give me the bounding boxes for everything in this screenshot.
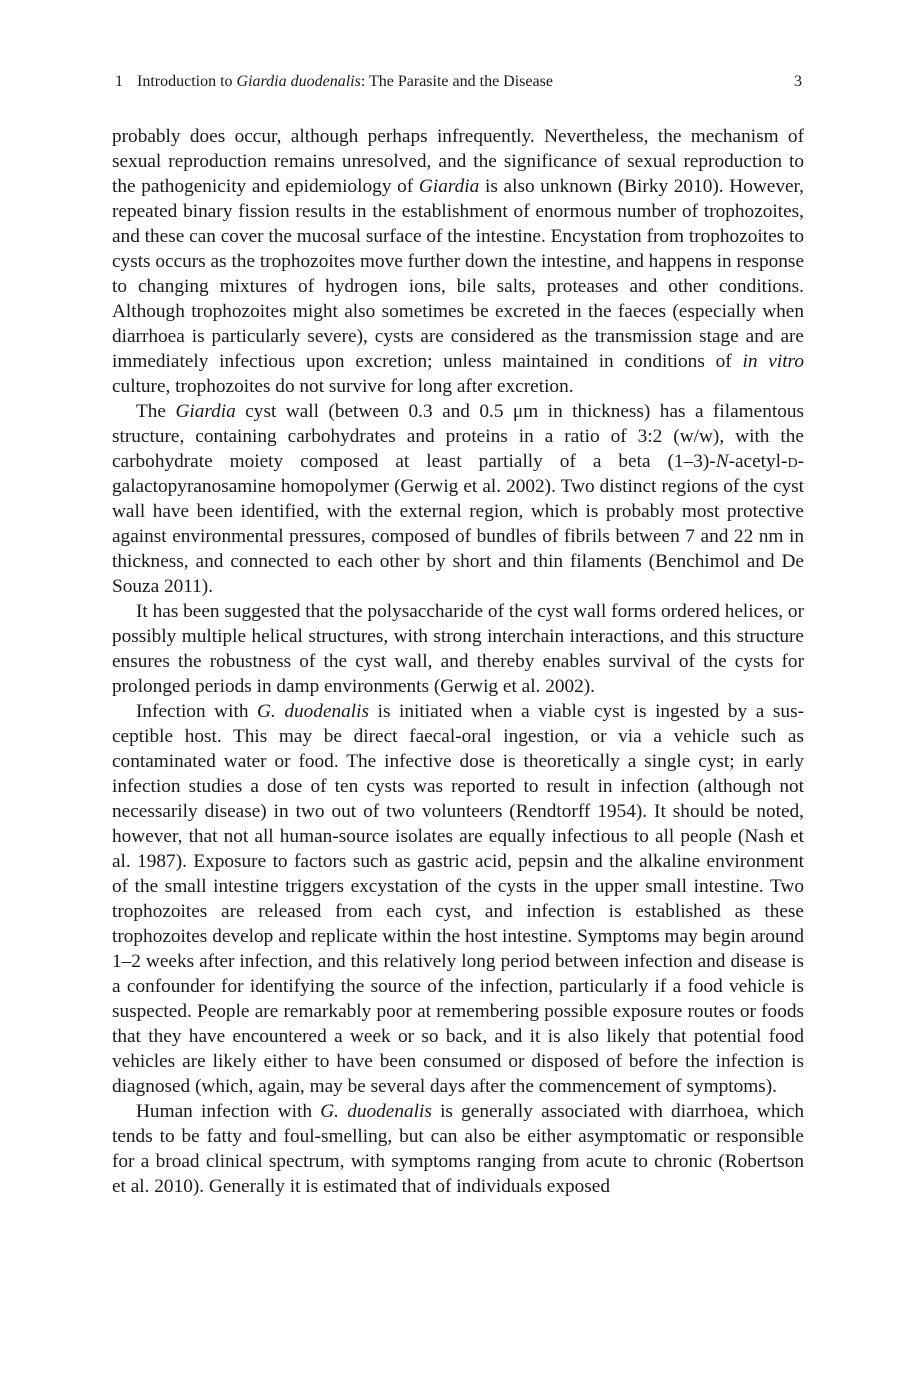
- body-text: [112, 124, 804, 1199]
- text-run: -galactopyranosamine homopolymer (Gerwig et al. 2002). Two distinct regions of the cyst wall have been identified, with the external region, which is probably most protective against environmental pressures, composed of bundles of fibrils between 7 and 22 nm in thickness, and connected to each other by short and thin filaments (Benchimol and De Souza 2011).: [112, 451, 804, 597]
- italic-term: G. duodenalis: [257, 701, 369, 722]
- text-run: culture, trophozoites do not survive for long after excretion.: [112, 376, 574, 397]
- chapter-title-prefix: Introduction to: [137, 73, 237, 90]
- book-page: [112, 70, 804, 1199]
- running-header: [112, 70, 804, 94]
- italic-term: N: [715, 451, 729, 472]
- page-number: 3: [794, 73, 802, 90]
- chapter-number: 1: [115, 73, 123, 90]
- italic-term: G. duodenalis: [320, 1101, 432, 1122]
- paragraph: [112, 124, 804, 399]
- text-run: Human infection with: [136, 1101, 321, 1122]
- text-run: It has been suggested that the polysaccharide of the cyst wall forms ordered helices, or possibly multiple helical structures, with strong interchain interactions, and this structure ensures the robustness of the cyst wall, and thereby enables survival of the cysts for prolonged periods in damp environments (Gerwig et al. 2002).: [112, 601, 804, 697]
- chapter-title-species: Giardia duodenalis: [236, 73, 361, 90]
- text-run: is generally associated with diarrhoea, which tends to be fatty and foul-smelling, but can also be either asymptomatic or responsible for a broad clinical spectrum, with symptoms ranging from acute to chronic (Robertson et al. 2010). Generally it is estimated that of individuals exposed: [112, 1101, 805, 1197]
- paragraph: [112, 399, 804, 599]
- italic-term: in vitro: [742, 351, 804, 372]
- running-title: [112, 70, 553, 94]
- text-run: -acetyl-: [728, 451, 788, 472]
- text-run: probably does occur, although perhaps infrequently. Nevertheless, the mechanism of sexual reproduction remains unresolved, and the significance of sexual reproduction to the pathogenicity and epidemiology of: [112, 126, 804, 197]
- text-run: is initiated when a viable cyst is ingested by a susceptible host. This may be direct faecal-oral ingestion, or via a vehicle such as contaminated water or food. The infective dose is theoretically a single cyst; in early infection studies a dose of ten cysts was reported to result in infection (although not necessarily disease) in two out of two volunteers (Rendtorff 1954). It should be noted, however, that not all human-source isolates are equally infectious to all people (Nash et al. 1987). Exposure to factors such as gastric acid, pepsin and the alkaline environment of the small intestine triggers excystation of the cysts in the upper small intestine. Two trophozoites are released from each cyst, and infection is established as these trophozoites develop and replicate within the host intestine. Symptoms may begin around 1–2 weeks after infection, and this relatively long period between infection and disease is a confounder for identifying the source of the infection, particularly if a food vehicle is suspected. People are remarkably poor at remembering possible exposure routes or foods that they have encountered a week or so back, and it is also likely that potential food vehicles are likely either to have been consumed or disposed of before the infection is diagnosed (which, again, may be several days after the commencement of symptoms).: [112, 701, 804, 1097]
- text-run: cyst wall (between 0.3 and 0.5 μm in thickness) has a filamentous structure, containing carbohydrates and proteins in a ratio of 3:2 (w/w), with the carbohydrate moiety composed at least partially of a beta (1–3)-: [112, 401, 804, 472]
- paragraph: [112, 599, 804, 699]
- text-run: Infection with: [136, 701, 258, 722]
- small-caps-term: d: [787, 451, 798, 472]
- text-run: The: [136, 401, 176, 422]
- italic-term: Giardia: [175, 401, 236, 422]
- chapter-title-suffix: : The Parasite and the Disease: [360, 73, 553, 90]
- italic-term: Giardia: [418, 176, 480, 197]
- text-run: is also unknown (Birky 2010). However, repeated binary fission results in the establishment of enormous number of trophozoites, and these can cover the mucosal surface of the intestine. Encystation from trophozoites to cysts occurs as the trophozoites move further down the intestine, and happens in response to changing mixtures of hydrogen ions, bile salts, proteases and other conditions. Although trophozoites might also sometimes be excreted in the faeces (especially when diarrhoea is particularly severe), cysts are considered as the transmission stage and are immediately infectious upon excretion; unless maintained in conditions of: [112, 176, 805, 372]
- paragraph: [112, 1099, 804, 1199]
- paragraph: [112, 699, 804, 1099]
